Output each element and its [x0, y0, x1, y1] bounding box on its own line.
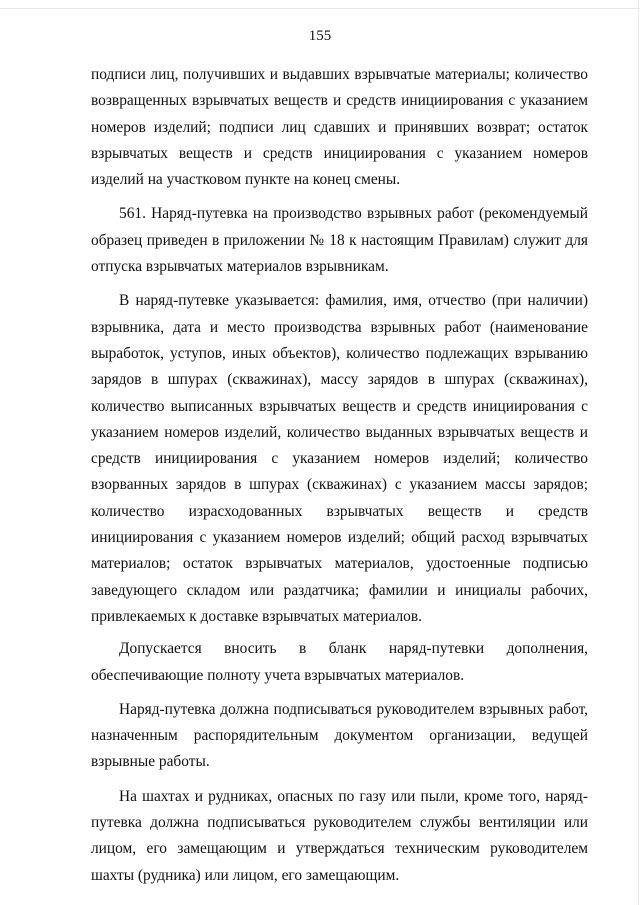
paragraph-continuation: подписи лиц, получивших и выдавших взрывчатые материалы; количество возвращенных взрывчатых веществ и средств инициирования с указанием номеров изделий; подписи лиц сдавших и принявших возврат; остаток взрывчатых веществ и средств инициирования с указанием номеров изделий на участковом пункте на конец смены. [91, 66, 588, 189]
paragraph-gas-dust-mines: На шахтах и рудниках, опасных по газу или пыли, кроме того, наряд-путевка должна подписываться руководителем службы вентиляции или лицом, его замещающим и утверждаться техническим руководителем шахты (рудника) или лицом, его замещающим. [91, 787, 588, 884]
page-number: 155 [308, 28, 332, 44]
scan-edge-right [638, 0, 639, 905]
paragraph-additions-allowed: Допускается вносить в бланк наряд-путевки дополнения, обеспечивающие полноту учета взрывчатых материалов. [91, 640, 588, 684]
paragraph-work-order-contents: В наряд-путевке указывается: фамилия, имя, отчество (при наличии) взрывника, дата и место производства взрывных работ (наименование выработок, уступов, иных объектов), количество подлежащих взрыванию зарядов в шпурах (скважинах), массу зарядов в шпурах (скважинах), количество выписанных взрывчатых веществ и средств инициирования с указанием номеров изделий, количество выданных взрывчатых веществ и средств инициирования с указанием номеров изделий; количество взорванных зарядов в шпурах (скважинах) с указанием массы зарядов; количество израсходованных взрывчатых веществ и средств инициирования с указанием номеров изделий; общий расход взрывчатых материалов; остаток взрывчатых материалов, удостоенные подписью заведующего складом или раздатчика; фамилии и инициалы рабочих, привлекаемых к доставке взрывчатых материалов. [91, 292, 588, 625]
paragraph-561: 561. Наряд-путевка на производство взрывных работ (рекомендуемый образец приведен в приложении № 18 к настоящим Правилам) служит для отпуска взрывчатых материалов взрывникам. [91, 205, 588, 276]
paragraph-signature-requirement: Наряд-путевка должна подписываться руководителем взрывных работ, назначенным распорядительным документом организации, ведущей взрывные работы. [91, 700, 588, 771]
body-text [91, 62, 588, 889]
scan-edge-top [0, 8, 640, 9]
